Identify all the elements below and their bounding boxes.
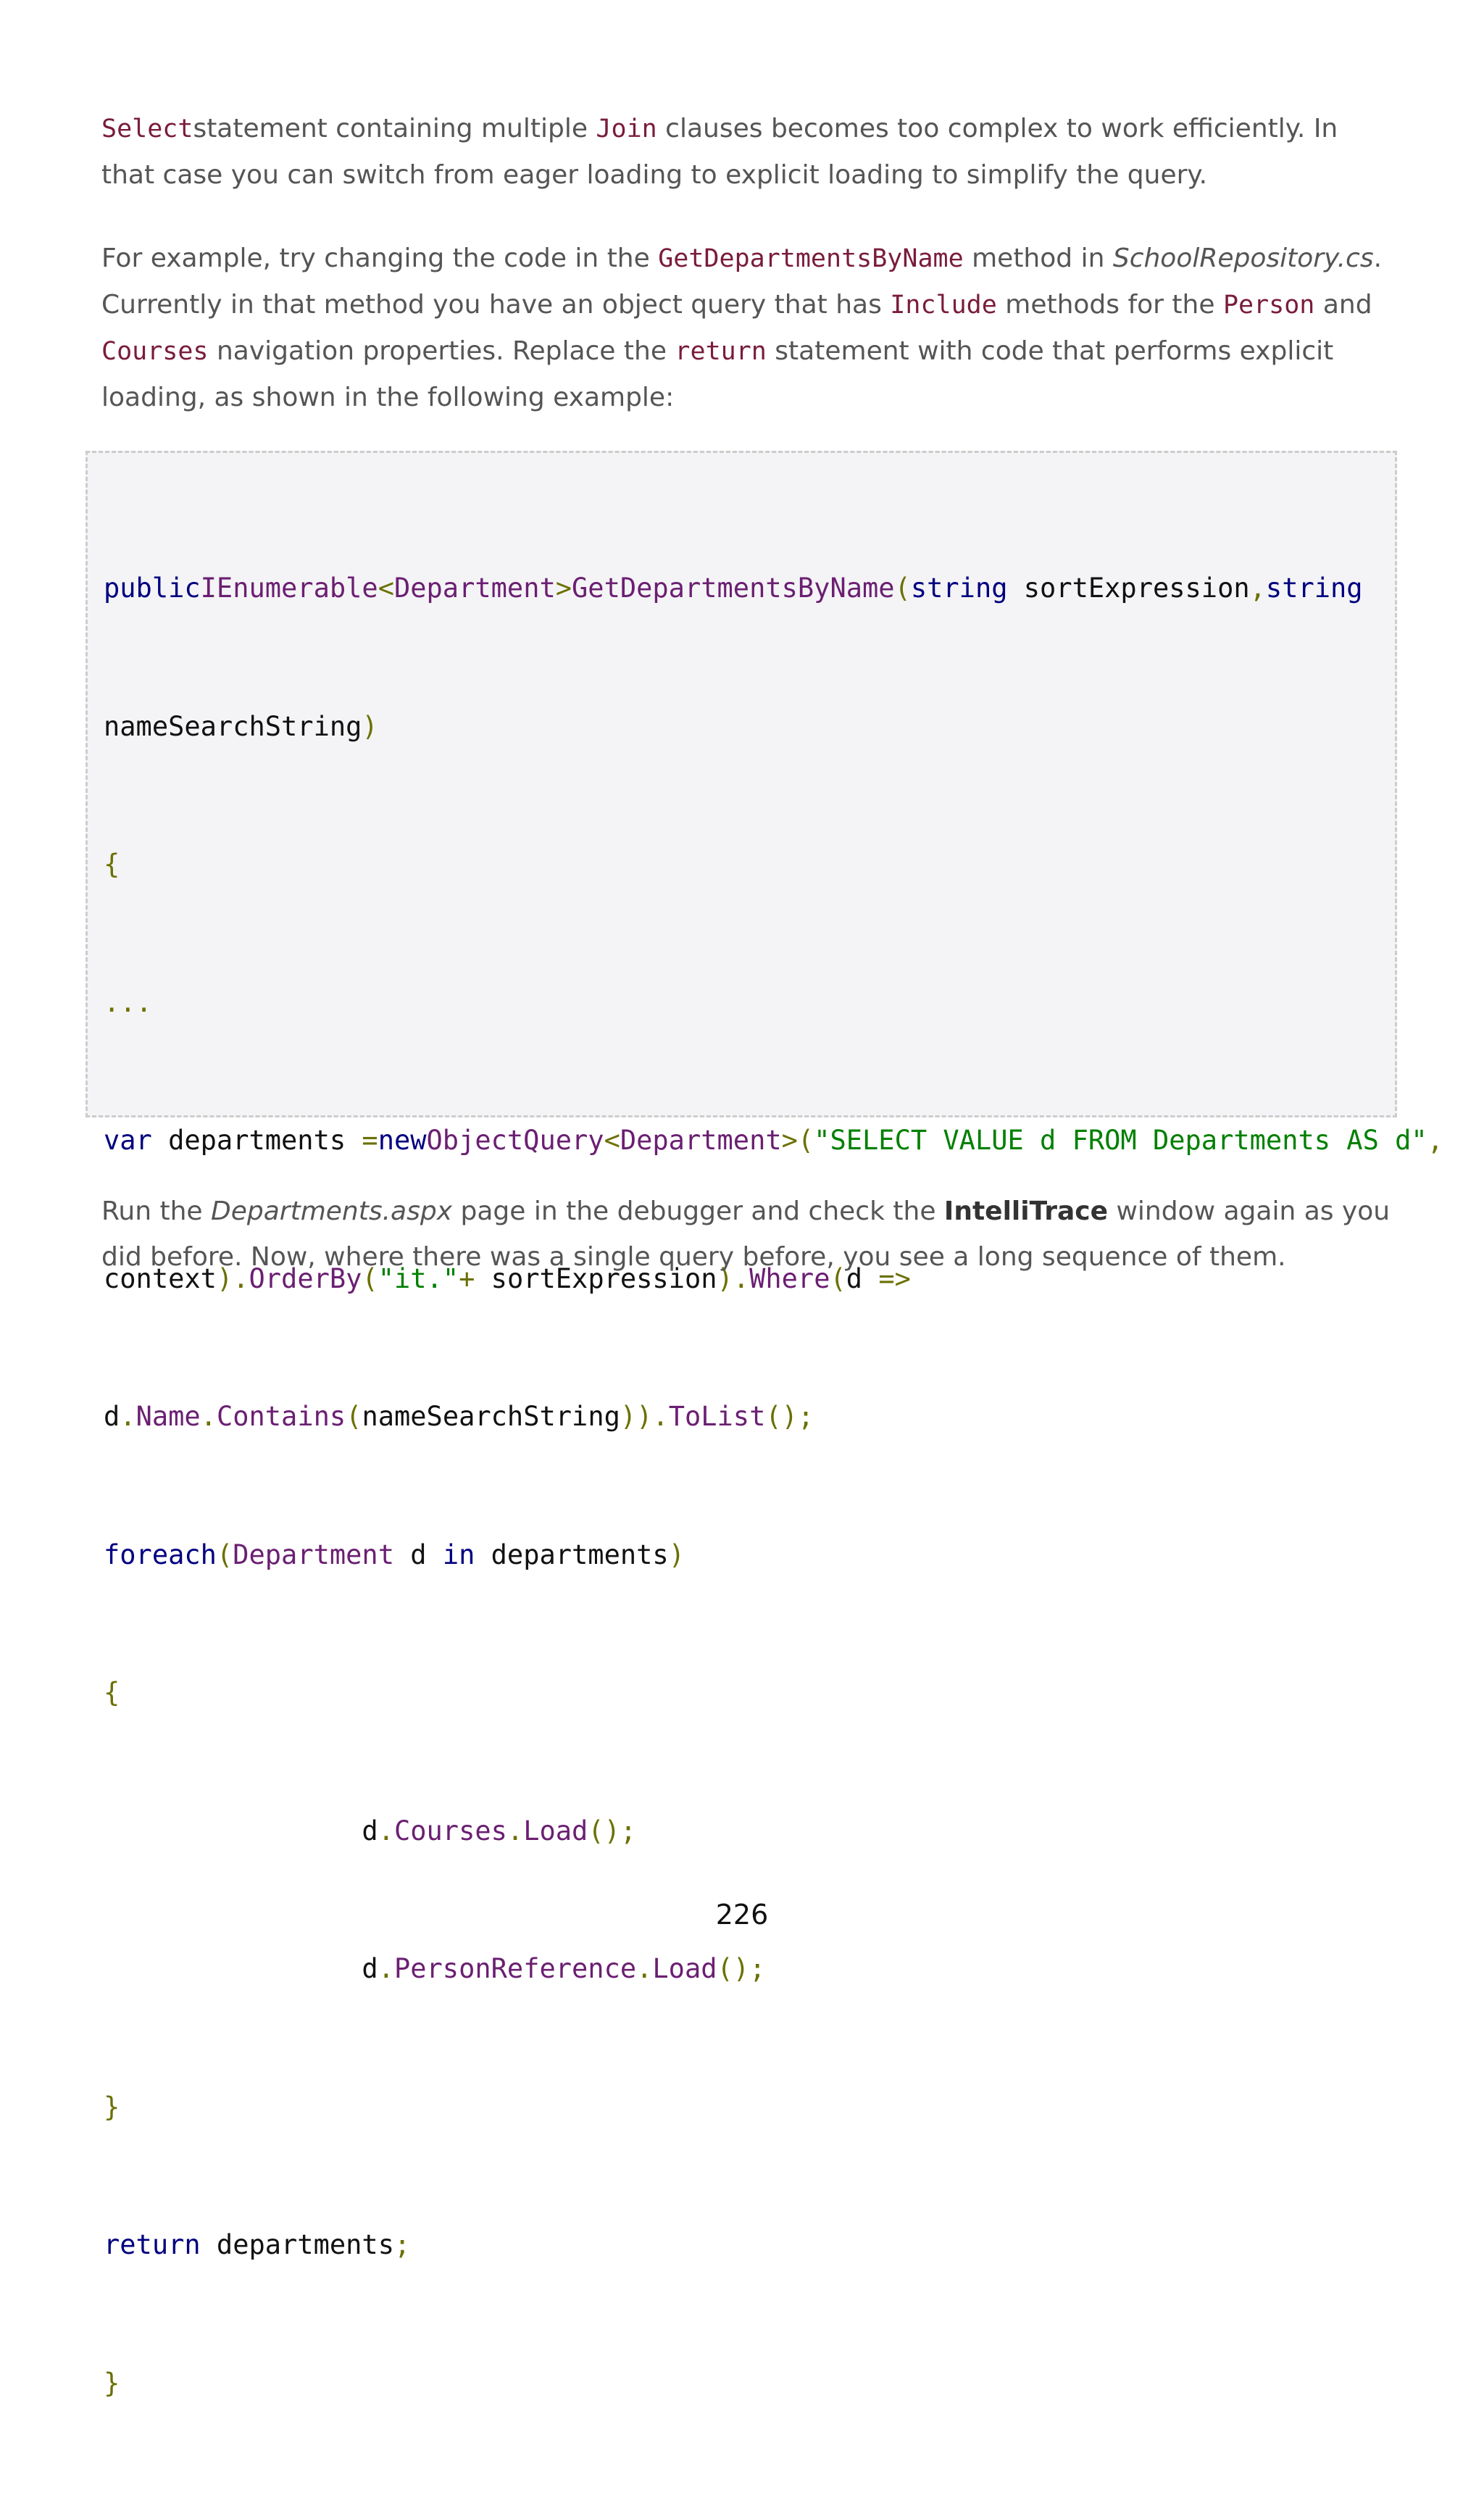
- code-line-4: ...: [104, 986, 152, 1018]
- inline-code-include: Include: [890, 291, 997, 320]
- text-span: For example, try changing the code in the: [101, 243, 659, 273]
- text-span: method in: [963, 243, 1113, 273]
- code-line-3: {: [104, 849, 120, 880]
- text-span: clauses becomes too complex to work efficiently. In that case you can switch from eager loading to explicit loading to simplify the query.: [101, 114, 1338, 190]
- code-line-12: }: [104, 2091, 120, 2123]
- text-span: statement with code that performs explicit loading, as shown in the following example:: [101, 336, 1334, 412]
- paragraph-example: [101, 236, 1391, 420]
- text-span: . Currently in that method you have an object query that has: [101, 243, 1383, 320]
- text-span: page in the debugger and check the: [452, 1196, 944, 1226]
- file-name: SchoolRepository.cs: [1112, 243, 1374, 273]
- code-line-11: d.PersonReference.Load();: [104, 1953, 766, 1984]
- code-listing: [104, 473, 1443, 2498]
- code-line-10: d.Courses.Load();: [104, 1815, 637, 1847]
- page-file-name: Departments.aspx: [211, 1196, 453, 1226]
- code-line-14: }: [104, 2367, 120, 2399]
- inline-code-courses: Courses: [101, 337, 209, 366]
- page-number: 226: [715, 1899, 769, 1931]
- text-span: Run the: [101, 1196, 211, 1226]
- text-span: window again as you did before. Now, where there was a single query before, you see a long sequence of them.: [101, 1196, 1391, 1272]
- text-span: and: [1314, 290, 1372, 320]
- code-line-13: return departments;: [104, 2229, 411, 2260]
- code-line-5: var departments =newObjectQuery<Department>("SELECT VALUE d FROM Departments AS d",: [104, 1125, 1443, 1156]
- text-span: statement containing multiple: [193, 114, 596, 143]
- text-span: navigation properties. Replace the: [208, 336, 675, 366]
- inline-code-return: return: [675, 337, 767, 366]
- code-line-6: context).OrderBy("it."+ sortExpression).Where(d =>: [104, 1262, 911, 1294]
- inline-code-method: GetDepartmentsByName: [658, 244, 964, 273]
- code-line-1: publicIEnumerable<Department>GetDepartmentsByName(string sortExpression,string: [104, 573, 1363, 604]
- code-line-7: d.Name.Contains(nameSearchString)).ToList();: [104, 1401, 814, 1432]
- code-line-2: nameSearchString): [104, 710, 378, 742]
- inline-code-person: Person: [1222, 291, 1315, 320]
- inline-code-select: Select: [101, 115, 193, 143]
- inline-code-join: Join: [596, 115, 657, 143]
- paragraph-intro: [101, 106, 1391, 198]
- text-span: methods for the: [996, 290, 1223, 320]
- code-line-9: {: [104, 1677, 120, 1708]
- window-name: IntelliTrace: [943, 1196, 1108, 1226]
- paragraph-run: [101, 1188, 1391, 1280]
- code-line-8: foreach(Department d in departments): [104, 1539, 685, 1570]
